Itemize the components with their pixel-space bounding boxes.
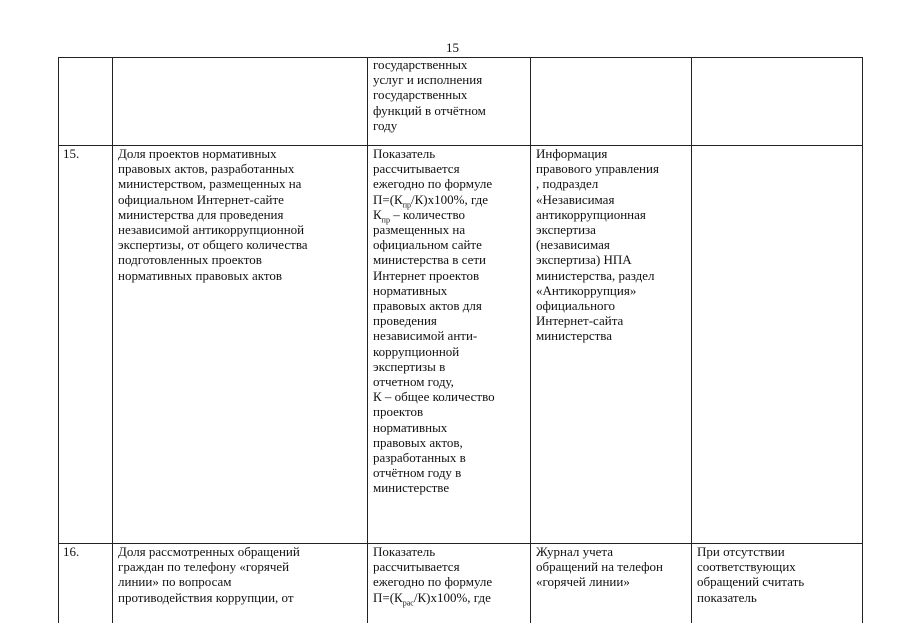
text-line: «Независимая — [536, 191, 615, 207]
text-line: «Антикоррупция» — [536, 282, 637, 298]
text-line: линии» по вопросам — [118, 574, 232, 590]
cell-row16-note — [697, 544, 857, 605]
text-line: ежегодно по формуле — [373, 176, 493, 192]
text-line: обращений считать — [697, 574, 805, 590]
text-line: официальном сайте — [373, 237, 482, 253]
text-line: отчетном году, — [373, 374, 454, 390]
text-line: «горячей линии» — [536, 574, 630, 590]
text-line: министерства — [536, 328, 613, 344]
column-divider — [367, 57, 368, 623]
text-line: году — [373, 117, 398, 133]
text-line: правовых актов, разработанных — [118, 161, 295, 177]
formula-line: $П=(К_{рас}/К)х100\%$, где — [373, 589, 491, 608]
text-line: показатель — [697, 589, 757, 605]
cell-row15-source — [536, 146, 686, 344]
column-divider — [691, 57, 692, 623]
text-line: Доля проектов нормативных — [118, 146, 277, 161]
text-line: Журнал учета — [536, 544, 614, 559]
text-line: государственных — [373, 87, 468, 103]
text-line: проектов — [373, 404, 424, 420]
row-number: 16. — [63, 544, 80, 559]
text-line: Интернет-сайта — [536, 313, 624, 329]
text-line: К – общее количество — [373, 389, 495, 405]
text-line: нормативных — [373, 282, 448, 298]
page-number: 15 — [446, 40, 459, 55]
cell-row16-source — [536, 544, 686, 590]
text-line: проведения — [373, 313, 437, 329]
text-line: правового управления — [536, 161, 659, 177]
cell-row15-formula — [373, 146, 525, 496]
column-divider — [530, 57, 531, 623]
row-number: 15. — [63, 146, 80, 161]
text-line: экспертиза — [536, 222, 596, 238]
text-line: , подраздел — [536, 176, 599, 192]
text-line: независимой анти- — [373, 328, 478, 344]
text-line: обращений на телефон — [536, 559, 664, 575]
text-line: функций в отчётном — [373, 102, 486, 118]
cell-row16-formula — [373, 544, 525, 608]
text-line: экспертизы в — [373, 358, 446, 374]
text-line: коррупционной — [373, 343, 460, 359]
text-line: нормативных правовых актов — [118, 267, 283, 283]
text-line: правовых актов, — [373, 434, 463, 450]
text-line: независимой антикоррупционной — [118, 222, 305, 238]
text-line: антикоррупционная — [536, 206, 646, 222]
text-line: подготовленных проектов — [118, 252, 262, 268]
text-line: министерства в сети — [373, 252, 486, 268]
text-line: Интернет проектов — [373, 267, 480, 283]
text-line: экспертизы, от общего количества — [118, 237, 308, 253]
cell-row15-indicator — [118, 146, 362, 283]
cell-row16-indicator — [118, 544, 362, 605]
text-line: министерства, раздел — [536, 267, 655, 283]
text-line: правовых актов для — [373, 298, 482, 314]
formula-line: $П=(К_{пр}/К)х100\%$, где — [373, 191, 489, 210]
text-line: размещенных на — [373, 222, 466, 238]
column-divider — [58, 57, 59, 623]
text-line: экспертиза) НПА — [536, 252, 632, 268]
text-line: официальном Интернет-сайте — [118, 191, 284, 207]
cell-row0-col3 — [373, 57, 525, 133]
text-line: министерстве — [373, 480, 450, 496]
text-line: официального — [536, 298, 616, 314]
text-line: Информация — [536, 146, 608, 161]
text-line: ежегодно по формуле — [373, 574, 493, 590]
text-line: $К_{пр}$ – количество — [373, 206, 466, 225]
text-line: противодействия коррупции, от — [118, 589, 294, 605]
text-line: министерством, размещенных на — [118, 176, 302, 192]
text-line: Показатель — [373, 146, 436, 161]
text-line: (независимая — [536, 237, 610, 253]
text-line: Показатель — [373, 544, 436, 559]
text-line: рассчитывается — [373, 161, 460, 177]
text-line: При отсутствии — [697, 544, 785, 559]
text-line: Доля рассмотренных обращений — [118, 544, 300, 559]
text-line: граждан по телефону «горячей — [118, 559, 290, 575]
column-divider — [862, 57, 863, 623]
text-line: нормативных — [373, 419, 448, 435]
text-line: отчётном году в — [373, 465, 462, 481]
text-line: министерства для проведения — [118, 206, 284, 222]
text-line: соответствующих — [697, 559, 796, 575]
text-line: рассчитывается — [373, 559, 460, 575]
text-line: разработанных в — [373, 450, 466, 466]
text-line: услуг и исполнения — [373, 72, 483, 88]
column-divider — [112, 57, 113, 623]
text-line: государственных — [373, 57, 468, 72]
